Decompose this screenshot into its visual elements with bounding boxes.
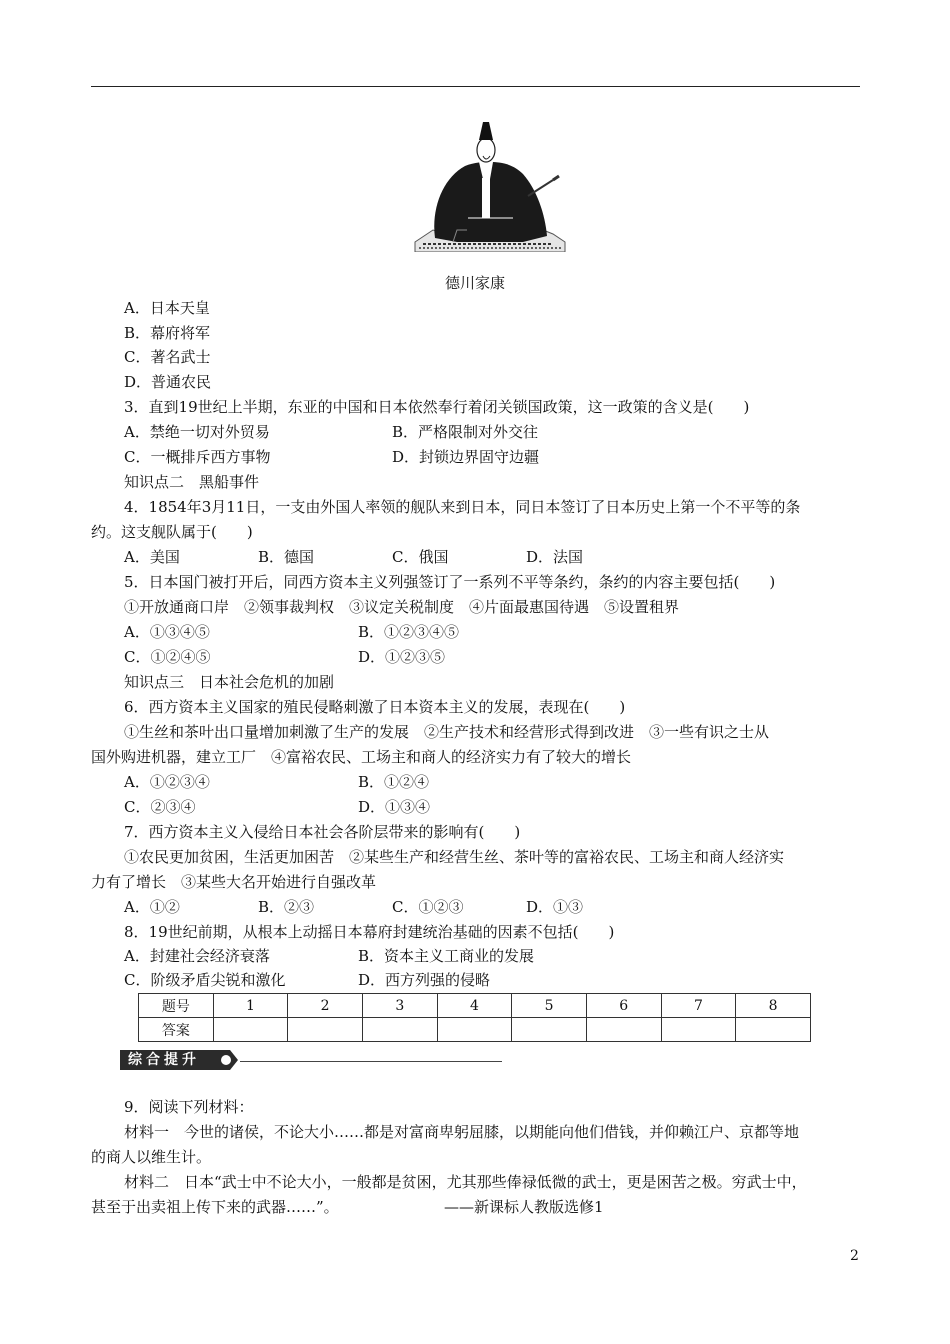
answer-cell[interactable] <box>512 1018 587 1042</box>
q6-option-a: A．①②③④ <box>124 773 210 791</box>
table-number-1: 1 <box>213 994 288 1018</box>
q2-option-a: A．日本天皇 <box>124 299 210 317</box>
question-3: 3．直到19世纪上半期，东亚的中国和日本依然奉行着闭关锁国政策，这一政策的含义是( ) <box>124 398 750 416</box>
q6-option-b: B．①②④ <box>358 773 430 791</box>
table-label-answer: 答案 <box>139 1018 214 1042</box>
answer-cell[interactable] <box>362 1018 437 1042</box>
q3-option-b: B．严格限制对外交往 <box>392 423 539 441</box>
q3-option-d: D．封锁边界固守边疆 <box>392 448 540 466</box>
answer-cell[interactable] <box>586 1018 661 1042</box>
answer-cell[interactable] <box>437 1018 512 1042</box>
q8-option-b: B．资本主义工商业的发展 <box>358 947 535 965</box>
answer-cell[interactable] <box>213 1018 288 1042</box>
question-6: 6．西方资本主义国家的殖民侵略刺激了日本资本主义的发展，表现在( ) <box>124 698 626 716</box>
section-heading-2: 知识点二 黑船事件 <box>124 473 260 491</box>
answer-table-answer-row <box>139 1018 811 1042</box>
section-banner-rule <box>240 1061 502 1062</box>
answer-cell[interactable] <box>288 1018 363 1042</box>
q8-option-a: A．封建社会经济衰落 <box>124 947 270 965</box>
section-heading-3: 知识点三 日本社会危机的加剧 <box>124 673 335 691</box>
answer-cell[interactable] <box>736 1018 811 1042</box>
q7-statements-line-2: 力有了增长 ③某些大名开始进行自强改革 <box>91 873 377 891</box>
question-7: 7．西方资本主义入侵给日本社会各阶层带来的影响有( ) <box>124 823 521 841</box>
q5-option-d: D．①②③⑤ <box>358 648 446 666</box>
material-source: ——新课标人教版选修1 <box>444 1198 604 1216</box>
q8-option-d: D．西方列强的侵略 <box>358 971 491 989</box>
tokugawa-portrait-image <box>413 118 567 252</box>
q7-option-a: A．①② <box>124 898 180 916</box>
question-4-line-2: 约。这支舰队属于( ) <box>91 523 253 541</box>
table-number-5: 5 <box>512 994 587 1018</box>
table-number-7: 7 <box>661 994 736 1018</box>
q2-option-c: C．著名武士 <box>124 348 211 366</box>
material-1-line-2: 的商人以维生计。 <box>91 1148 212 1166</box>
q6-option-d: D．①③④ <box>358 798 431 816</box>
section-banner-title: 综合提升 <box>128 1052 200 1068</box>
question-5: 5．日本国门被打开后，同西方资本主义列强签订了一系列不平等条约，条约的内容主要包括( ) <box>124 573 776 591</box>
table-number-2: 2 <box>288 994 363 1018</box>
material-1-line-1: 材料一 今世的诸侯，不论大小……都是对富商卑躬屈膝，以期能向他们借钱，并仰赖江户、京都等地 <box>124 1123 800 1141</box>
q4-option-c: C．俄国 <box>392 548 449 566</box>
q4-option-d: D．法国 <box>526 548 584 566</box>
q6-statements-line-1: ①生丝和茶叶出口量增加刺激了生产的发展 ②生产技术和经营形式得到改进 ③一些有识之士从 <box>124 723 770 741</box>
question-4-line-1: 4．1854年3月11日，一支由外国人率领的舰队来到日本，同日本签订了日本历史上第一个不平等的条 <box>124 498 801 516</box>
q2-option-b: B．幕府将军 <box>124 324 211 342</box>
q5-statements: ①开放通商口岸 ②领事裁判权 ③议定关税制度 ④片面最惠国待遇 ⑤设置租界 <box>124 598 680 616</box>
figure-caption: 德川家康 <box>444 274 505 292</box>
q4-option-b: B．德国 <box>258 548 315 566</box>
q3-option-c: C．一概排斥西方事物 <box>124 448 271 466</box>
material-2-line-2: 甚至于出卖祖上传下来的武器……”。 <box>91 1198 339 1216</box>
answer-table <box>138 993 811 1042</box>
table-number-8: 8 <box>736 994 811 1018</box>
q6-option-c: C．②③④ <box>124 798 196 816</box>
q7-option-c: C．①②③ <box>392 898 464 916</box>
q5-option-b: B．①②③④⑤ <box>358 623 460 641</box>
table-label-number: 题号 <box>139 994 214 1018</box>
answer-cell[interactable] <box>661 1018 736 1042</box>
header-rule <box>91 86 860 87</box>
table-number-3: 3 <box>362 994 437 1018</box>
table-number-4: 4 <box>437 994 512 1018</box>
question-8: 8．19世纪前期，从根本上动摇日本幕府封建统治基础的因素不包括( ) <box>124 923 615 941</box>
q7-option-b: B．②③ <box>258 898 315 916</box>
q4-option-a: A．美国 <box>124 548 180 566</box>
q7-option-d: D．①③ <box>526 898 584 916</box>
material-2-line-1: 材料二 日本“武士中不论大小，一般都是贫困，尤其那些俸禄低微的武士，更是困苦之极。穷武士中， <box>124 1173 807 1191</box>
q6-statements-line-2: 国外购进机器，建立工厂 ④富裕农民、工场主和商人的经济实力有了较大的增长 <box>91 748 632 766</box>
q3-option-a: A．禁绝一切对外贸易 <box>124 423 270 441</box>
page-number: 2 <box>850 1248 859 1264</box>
q5-option-a: A．①③④⑤ <box>124 623 210 641</box>
question-9: 9．阅读下列材料： <box>124 1098 254 1116</box>
q5-option-c: C．①②④⑤ <box>124 648 211 666</box>
table-number-6: 6 <box>586 994 661 1018</box>
q8-option-c: C．阶级矛盾尖锐和激化 <box>124 971 286 989</box>
q7-statements-line-1: ①农民更加贫困，生活更加困苦 ②某些生产和经营生丝、茶叶等的富裕农民、工场主和商人经济实 <box>124 848 785 866</box>
answer-table-header-row <box>139 994 811 1018</box>
q2-option-d: D．普通农民 <box>124 373 212 391</box>
